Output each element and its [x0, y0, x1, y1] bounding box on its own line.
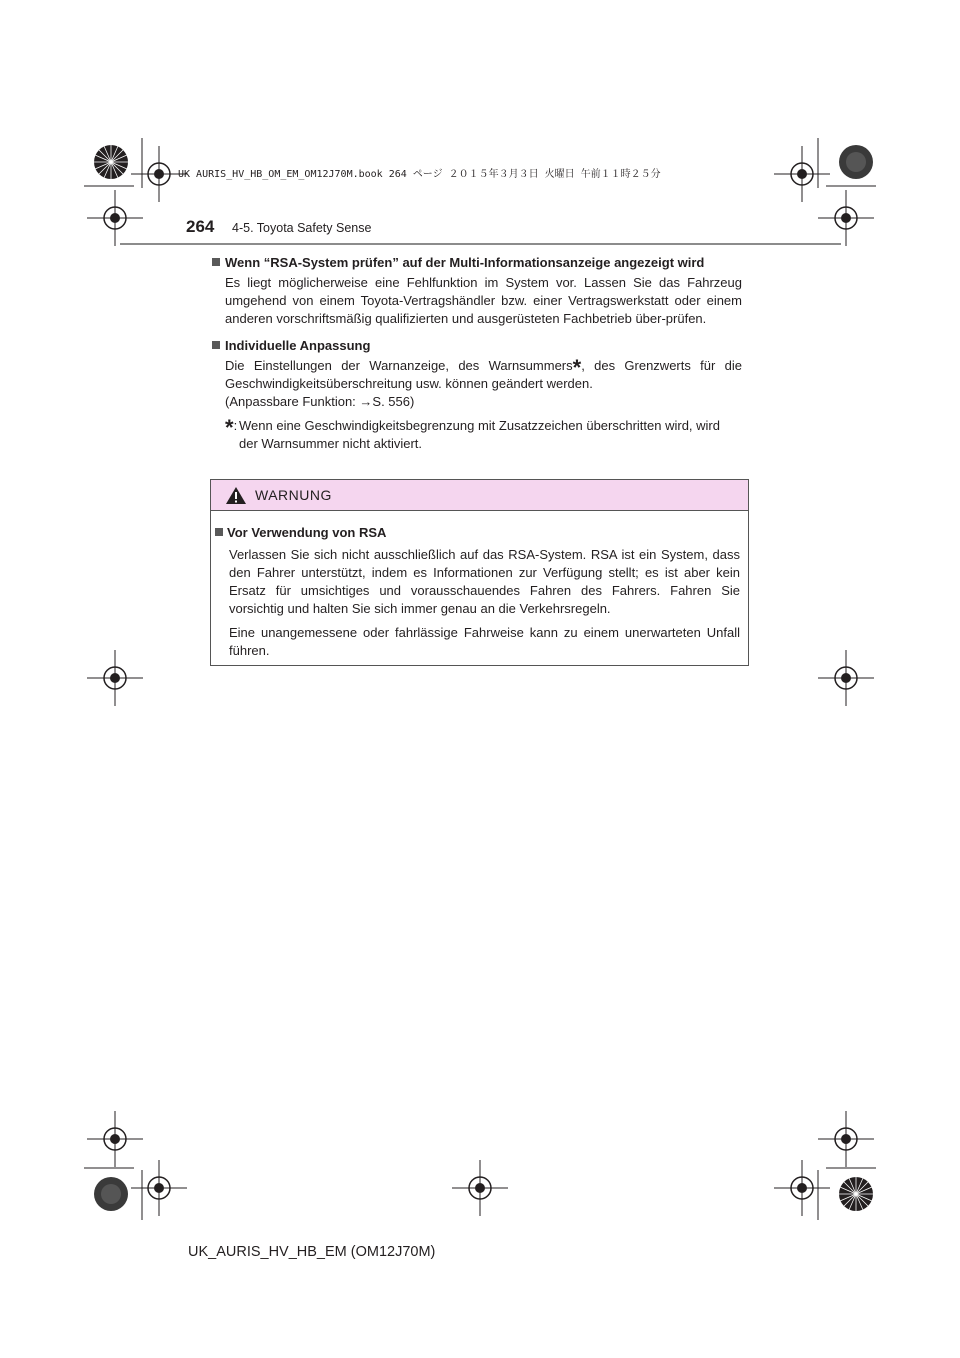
section-heading: Wenn “RSA-System prüfen” auf der Multi-Informationsanzeige angezeigt wird — [212, 254, 742, 272]
page-number: 264 — [186, 217, 215, 236]
footnote-text: Wenn eine Geschwindigkeitsbegrenzung mit Zusatzzeichen überschritten wird, wird der Warnsummer nicht aktiviert. — [239, 418, 720, 451]
section-title: 4-5. Toyota Safety Sense — [232, 221, 372, 235]
section-heading: Individuelle Anpassung — [212, 337, 742, 355]
warning-title: WARNUNG — [255, 487, 332, 503]
star-target-icon — [92, 143, 130, 181]
section-text: Es liegt möglicherweise eine Fehlfunktion im System vor. Lassen Sie das Fahrzeug umgehend von einem Toyota-Vertragshändler bzw. einer Vertragswerkstatt oder einem anderen vorschriftsmäßig qualifizierten und ausgerüsteten Fachbetrieb über-prüfen. — [225, 275, 742, 326]
warning-paragraph: Eine unangemessene oder fahrlässige Fahrweise kann zu einem unerwarteten Unfall führen. — [229, 625, 740, 658]
star-target-icon — [837, 1175, 875, 1213]
footer-code: UK_AURIS_HV_HB_EM (OM12J70M) — [188, 1244, 436, 1260]
star-target-icon — [837, 143, 875, 181]
page-reference: (Anpassbare Funktion: →S. 556) — [225, 394, 415, 409]
footnote-mark: * — [572, 355, 582, 380]
footnote-mark: * — [225, 415, 234, 440]
warning-paragraph: Verlassen Sie sich nicht ausschließlich auf das RSA-System. RSA ist ein System, dass den Fahrer unterstützt, indem es Informationen zur Verfügung stellt; es ist aber kein Ersatz für umsichtiges und vorausschauendes Fahren des Fahrers. Fahren Sie vorsichtig und halten Sie sich immer genau an die Verkehrsregeln. — [229, 547, 740, 616]
star-target-icon — [92, 1175, 130, 1213]
warning-heading: Vor Verwendung von RSA — [215, 524, 740, 542]
section-text: Die Einstellungen der Warnanzeige, des Warnsummers*, des Grenzwerts für die Geschwindigkeitsüberschreitung usw. können geändert werden. (Anpassbare Funktion: →S. 556) — [225, 355, 743, 409]
print-header: UK AURIS_HV_HB_OM_EM_OM12J70M.book 264 ページ ２０１５年３月３日 火曜日 午前１１時２５分 — [178, 169, 661, 180]
footnote: *: Wenn eine Geschwindigkeitsbegrenzung mit Zusatzzeichen überschritten wird, wird der Warnsummer nicht aktiviert. — [225, 415, 720, 451]
